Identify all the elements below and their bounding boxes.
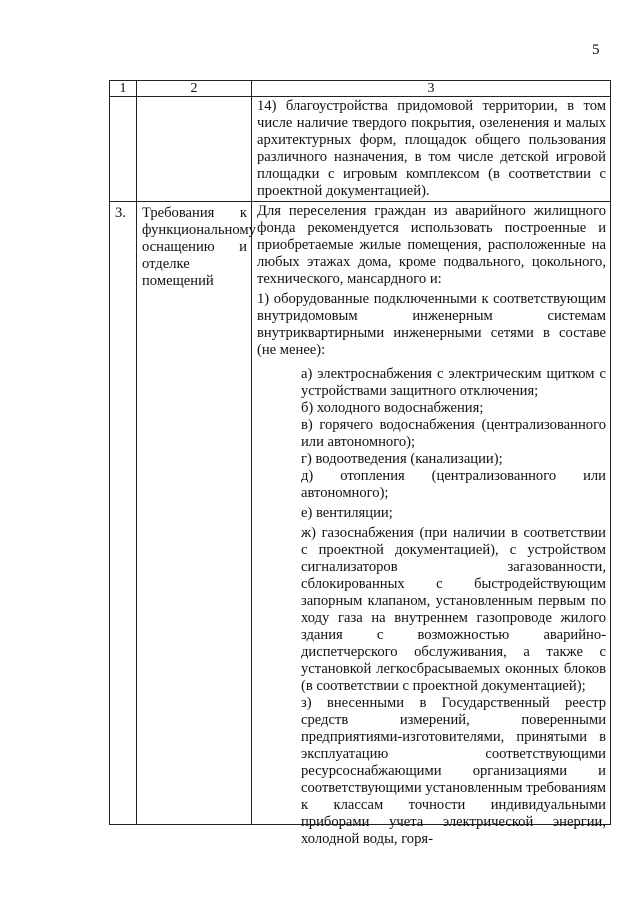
point-1-paragraph: 1) оборудованные подключенными к соответствующим внутридомовым инженерным системам внутриквартирными инженерными сетями в составе (не менее):: [257, 291, 606, 358]
table-row: [110, 202, 611, 825]
row-name-cell: [137, 202, 256, 825]
row-number-cell: [110, 97, 137, 202]
requirement-name: Требования к функциональному оснащению и отделке помещений: [142, 205, 256, 289]
list-item: г) водоотведения (канализации);: [301, 451, 503, 467]
header-cell-3: 3: [252, 81, 611, 97]
row-text-cell: [252, 97, 611, 202]
table-row: [110, 97, 611, 202]
row-name-cell: [137, 97, 252, 202]
intro-paragraph: Для переселения граждан из аварийного жилищного фонда рекомендуется использовать построенные и приобретаемые жилые помещения, расположенные на любых этажах дома, кроме подвального, цокольного, технического, мансардного и:: [257, 203, 606, 287]
requirements-table: [109, 80, 611, 847]
list-item: в) горячего водоснабжения (централизованного или автономного);: [301, 417, 606, 450]
table-header-row: [110, 81, 611, 97]
list-item: е) вентиляции;: [301, 505, 393, 521]
list-item: а) электроснабжения с электрическим щитком с устройствами защитного отключения;: [301, 366, 606, 399]
header-cell-1: 1: [110, 81, 137, 97]
list-item: з) внесенными в Государственный реестр средств измерений, поверенными предприятиями-изготовителями, принятыми в эксплуатацию соответствующими ресурсоснабжающими организациями и соответствующими установленным требованиям к классам точности индивидуальными приборами учета электрической энергии, холодной воды, горя-: [301, 695, 606, 847]
page-number: 5: [592, 42, 600, 58]
row-number: 3.: [115, 205, 126, 221]
list-item: д) отопления (централизованного или автономного);: [301, 468, 606, 501]
item-14-text: 14) благоустройства придомовой территории, в том числе наличие твердого покрытия, озеленения и малых архитектурных форм, площадок общего пользования различного назначения, в том числе детской игровой площадки с игровым комплексом (в соответствии с проектной документацией).: [257, 98, 606, 199]
row-number-cell: [110, 202, 137, 825]
header-cell-2: 2: [137, 81, 252, 97]
list-item: б) холодного водоснабжения;: [301, 400, 484, 416]
list-item: ж) газоснабжения (при наличии в соответствии с проектной документацией), с устройством сигнализаторов загазованности, сблокированных с быстродействующим запорным клапаном, установленным первым по ходу газа на внутреннем газопроводе жилого здания с возможностью аварийно-диспетчерского обслуживания, а также с установкой легкосбрасываемых оконных блоков (в соответствии с проектной документацией);: [301, 525, 606, 694]
row-text-cell: [252, 202, 611, 847]
